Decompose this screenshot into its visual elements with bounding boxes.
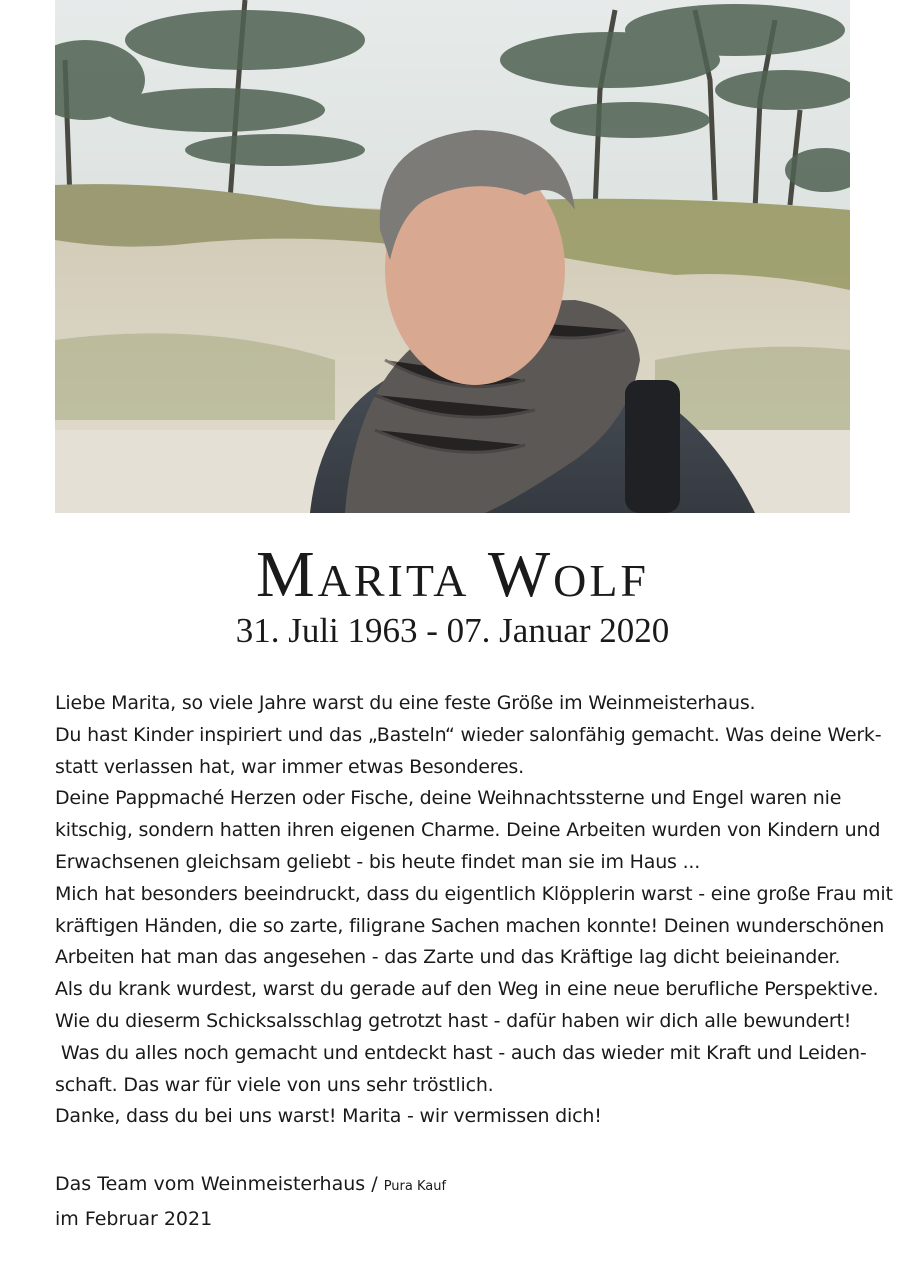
text-line: Erwachsenen gleichsam geliebt - bis heute findet man sie im Haus ... <box>55 850 701 873</box>
text-line: kitschig, sondern hatten ihren eigenen Charme. Deine Arbeiten wurden von Kindern und <box>55 819 881 842</box>
text-line: Als du krank wurdest, warst du gerade auf den Weg in eine neue berufliche Perspektive. <box>55 978 879 1001</box>
signature-team: Das Team vom Weinmeisterhaus <box>55 1173 366 1195</box>
text-line: Deine Pappmaché Herzen oder Fische, deine Weihnachtssterne und Engel waren nie <box>55 787 842 810</box>
text-line: schaft. Das war für viele von uns sehr tröstlich. <box>55 1073 494 1096</box>
signature-line <box>55 1168 855 1203</box>
text-line: Mich hat besonders beeindruckt, dass du eigentlich Klöpplerin warst - eine große Frau mit <box>55 882 893 905</box>
text-line: Arbeiten hat man das angesehen - das Zarte und das Kräftige lag dicht beieinander. <box>55 946 841 969</box>
text-line: Wie du dieserm Schicksalsschlag getrotzt hast - dafür haben wir dich alle bewundert! <box>55 1009 852 1032</box>
signature-date: im Februar 2021 <box>55 1208 213 1230</box>
signature-block <box>55 1168 855 1235</box>
text-line: Danke, dass du bei uns warst! Marita - wir vermissen dich! <box>55 1105 602 1128</box>
signature-author: Pura Kauf <box>383 1179 447 1194</box>
signature-separator: / <box>365 1173 384 1195</box>
text-line: Was du alles noch gemacht und entdeckt hast - auch das wieder mit Kraft und Leiden- <box>55 1041 867 1064</box>
portrait-photo <box>55 0 850 513</box>
life-dates: 31. Juli 1963 - 07. Januar 2020 <box>235 611 670 650</box>
person-name: Marita Wolf <box>255 538 650 611</box>
text-line: Liebe Marita, so viele Jahre warst du eine feste Größe im Weinmeisterhaus. <box>55 692 756 714</box>
tribute-text <box>55 688 893 1133</box>
text-line: statt verlassen hat, war immer etwas Besonderes. <box>55 755 524 778</box>
text-line: Du hast Kinder inspiriert und das „Basteln“ wieder salonfähig gemacht. Was deine Werk- <box>55 723 882 746</box>
text-line: kräftigen Händen, die so zarte, filigrane Sachen machen konnte! Deinen wunderschönen <box>55 914 885 937</box>
